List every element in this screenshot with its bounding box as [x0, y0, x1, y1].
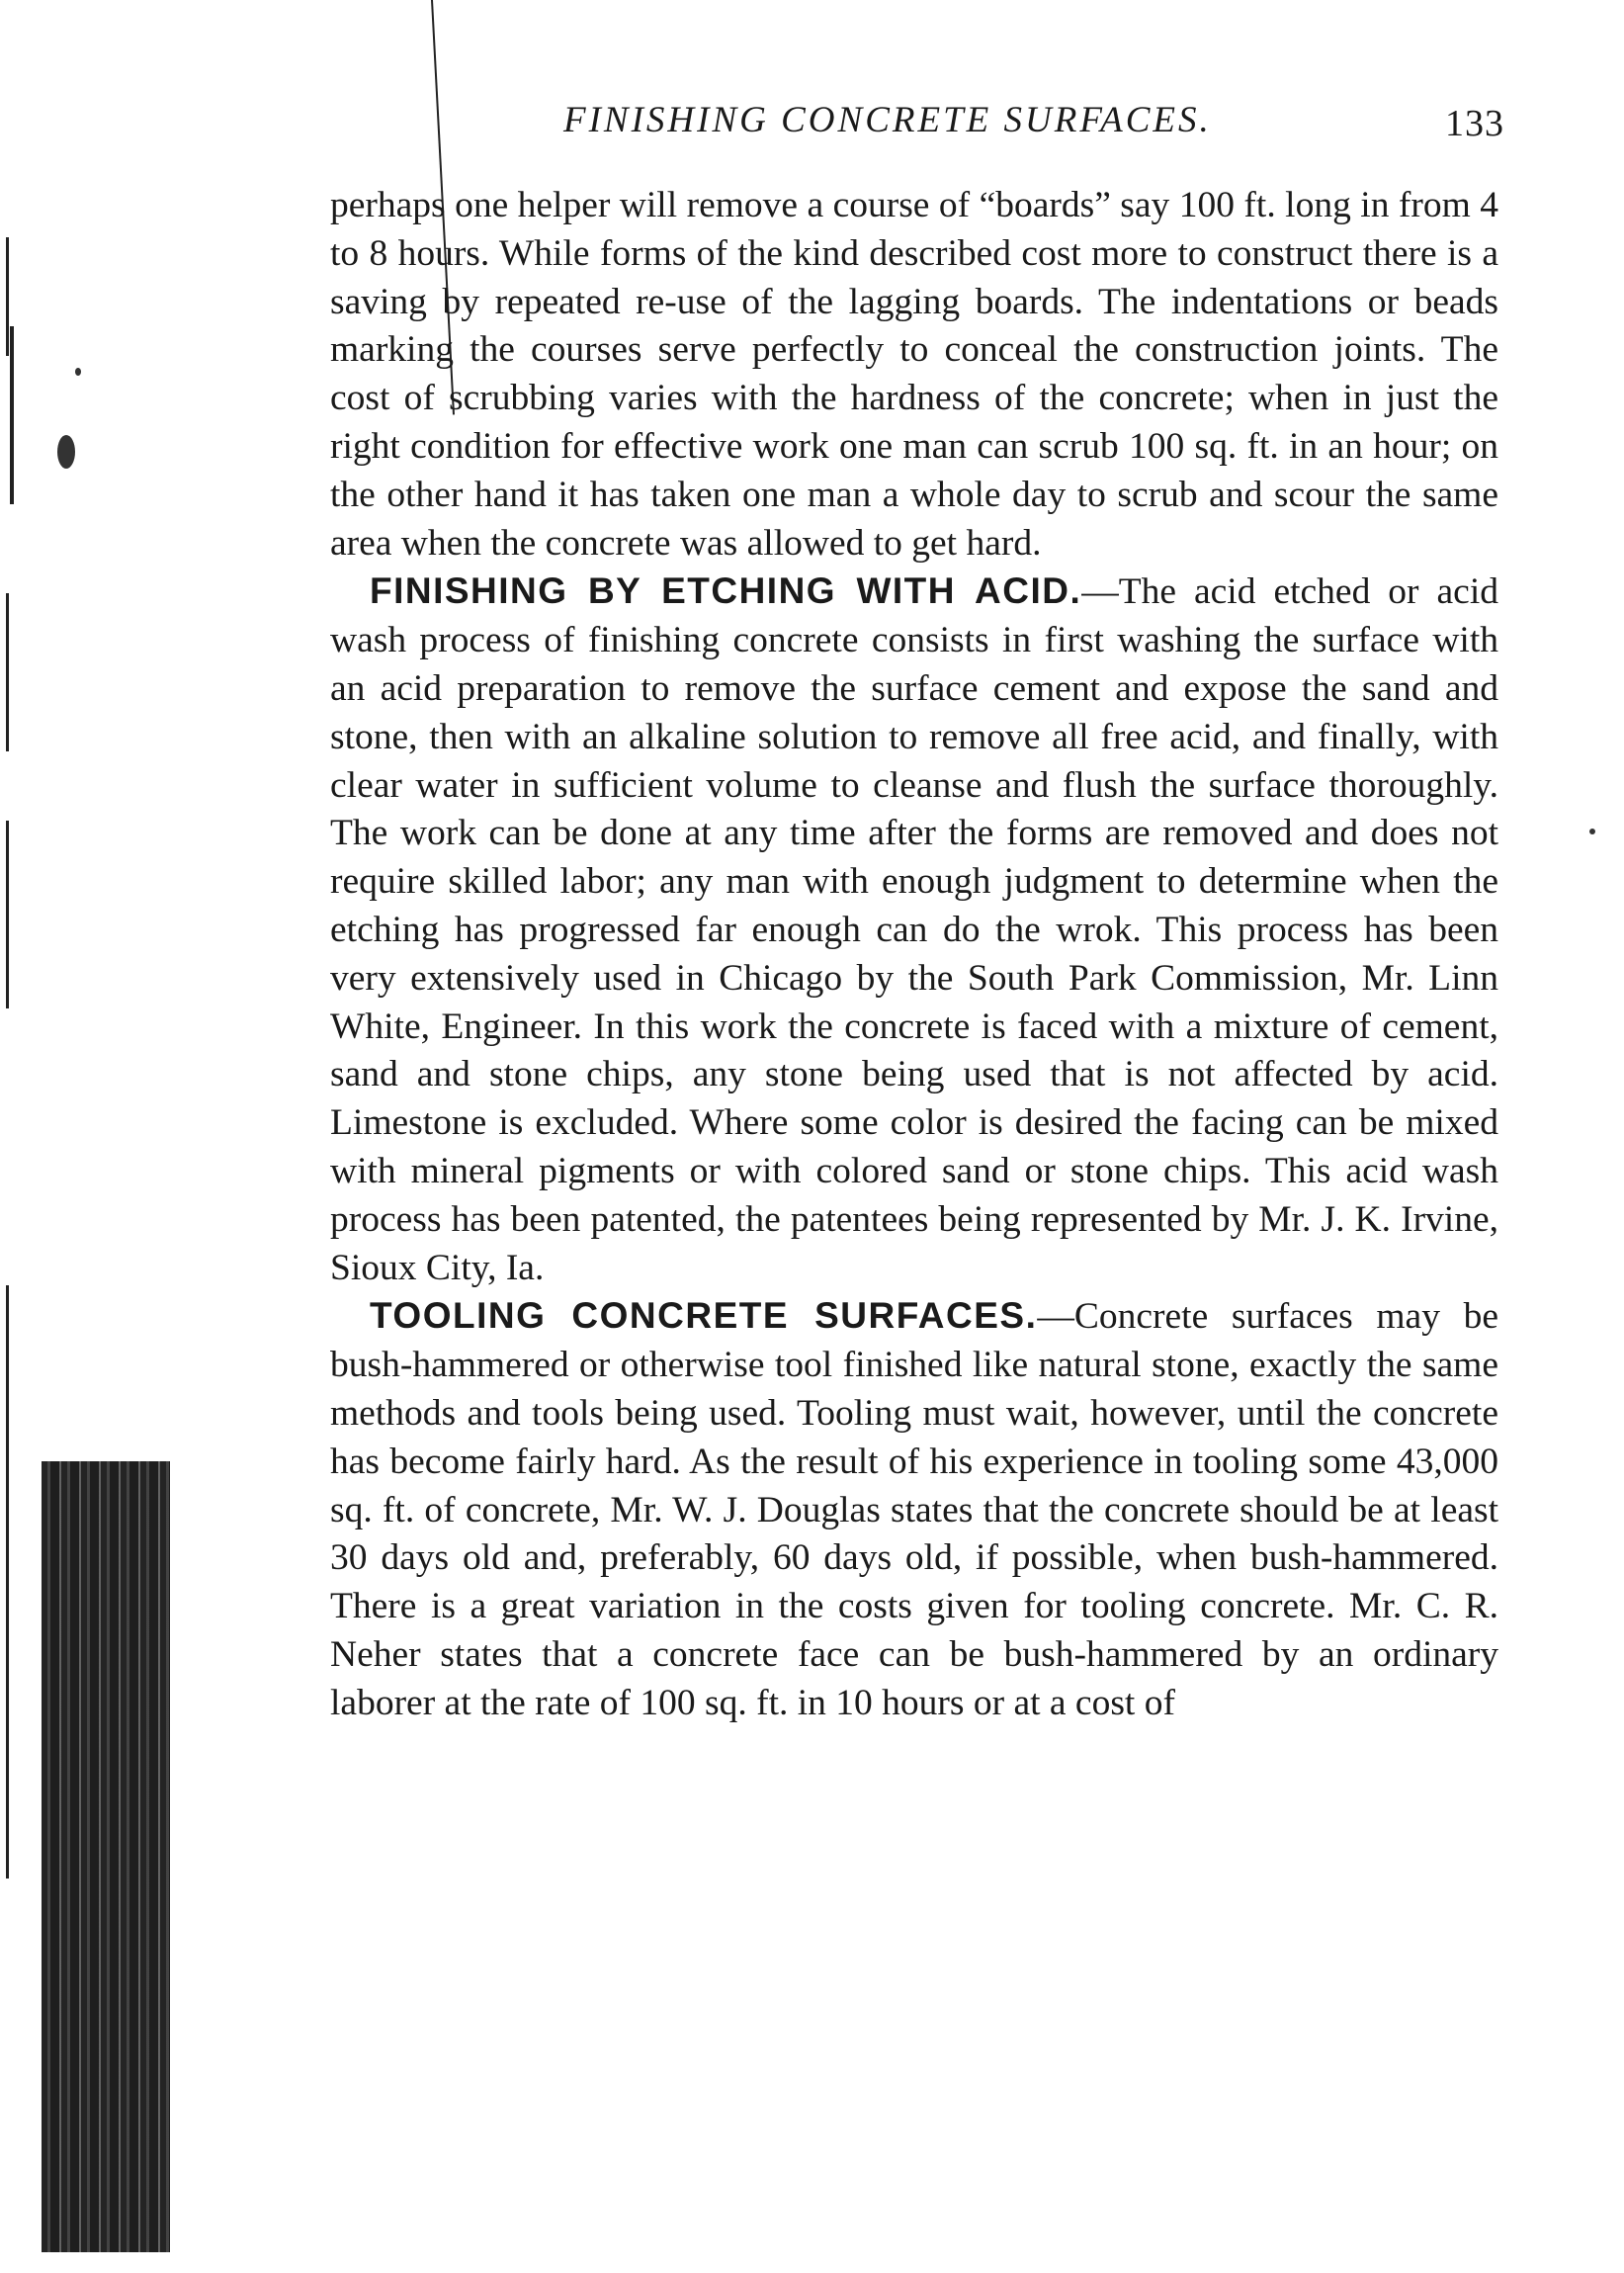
running-title: FINISHING CONCRETE SURFACES.: [563, 100, 1212, 140]
scan-edge-line: [6, 593, 9, 751]
scan-edge-line: [10, 326, 14, 504]
scan-margin-shadow: [42, 1461, 170, 2252]
paragraph-text: perhaps one helper will remove a course of “boards” say 100 ft. long in from 4 to 8 hours. While forms of the kind described cost more to construct there is a saving by repeated re-use of the lagging boards. The indentations or beads marking the courses serve perfectly to conceal the construction joints. The cost of scrubbing varies with the hardness of the concrete; when in just the right condition for effective work one man can scrub 100 sq. ft. in an hour; on the other hand it has taken one man a whole day to scrub and scour the same area when the concrete was allowed to get hard.: [330, 185, 1498, 564]
scan-speck: [1589, 829, 1595, 834]
page-number: 133: [1445, 103, 1504, 144]
paragraph-text: —Concrete surfaces may be bush-hammered or otherwise tool finished like natural stone, exactly the same methods and tools being used. Tooling must wait, however, until the concrete has become fairly hard. As the result of his experience in tooling some 43,000 sq. ft. of concrete, Mr. W. J. Douglas states that the concrete should be at least 30 days old and, preferably, 60 days old, if possible, when bush-hammered. There is a great variation in the costs given for tooling concrete. Mr. C. R. Neher states that a concrete face can be bush-hammered by an ordinary laborer at the rate of 100 sq. ft. in 10 hours or at a cost of: [330, 1296, 1498, 1723]
body-text: [330, 182, 1498, 1728]
scan-edge-line: [6, 1285, 9, 1879]
paragraph: [330, 182, 1498, 568]
section-heading: TOOLING CONCRETE SURFACES.: [370, 1295, 1038, 1337]
scan-speck: [57, 435, 75, 469]
scan-speck: [75, 368, 81, 376]
paragraph-text: —The acid etched or acid wash process of finishing concrete consists in first washing the surface with an acid preparation to remove the surface cement and expose the sand and stone, then with an alkaline solution to remove all free acid, and finally, with clear water in sufficient volume to cleanse and flush the surface thoroughly. The work can be done at any time after the forms are removed and does not require skilled labor; any man with enough judgment to determine when the etching has progressed far enough can do the wrok. This process has been very extensively used in Chicago by the South Park Commission, Mr. Linn White, Engineer. In this work the concrete is faced with a mixture of cement, sand and stone chips, any stone being used that is not affected by acid. Limestone is excluded. Where some color is desired the facing can be mixed with mineral pigments or with colored sand or stone chips. This acid wash process has been patented, the patentees being represented by Mr. J. K. Irvine, Sioux City, Ia.: [330, 571, 1498, 1288]
section-heading: FINISHING BY ETCHING WITH ACID.: [370, 570, 1082, 612]
scan-edge-line: [6, 821, 9, 1008]
scan-edge-line: [6, 237, 9, 356]
paragraph: [330, 1292, 1498, 1727]
paragraph: [330, 568, 1498, 1292]
